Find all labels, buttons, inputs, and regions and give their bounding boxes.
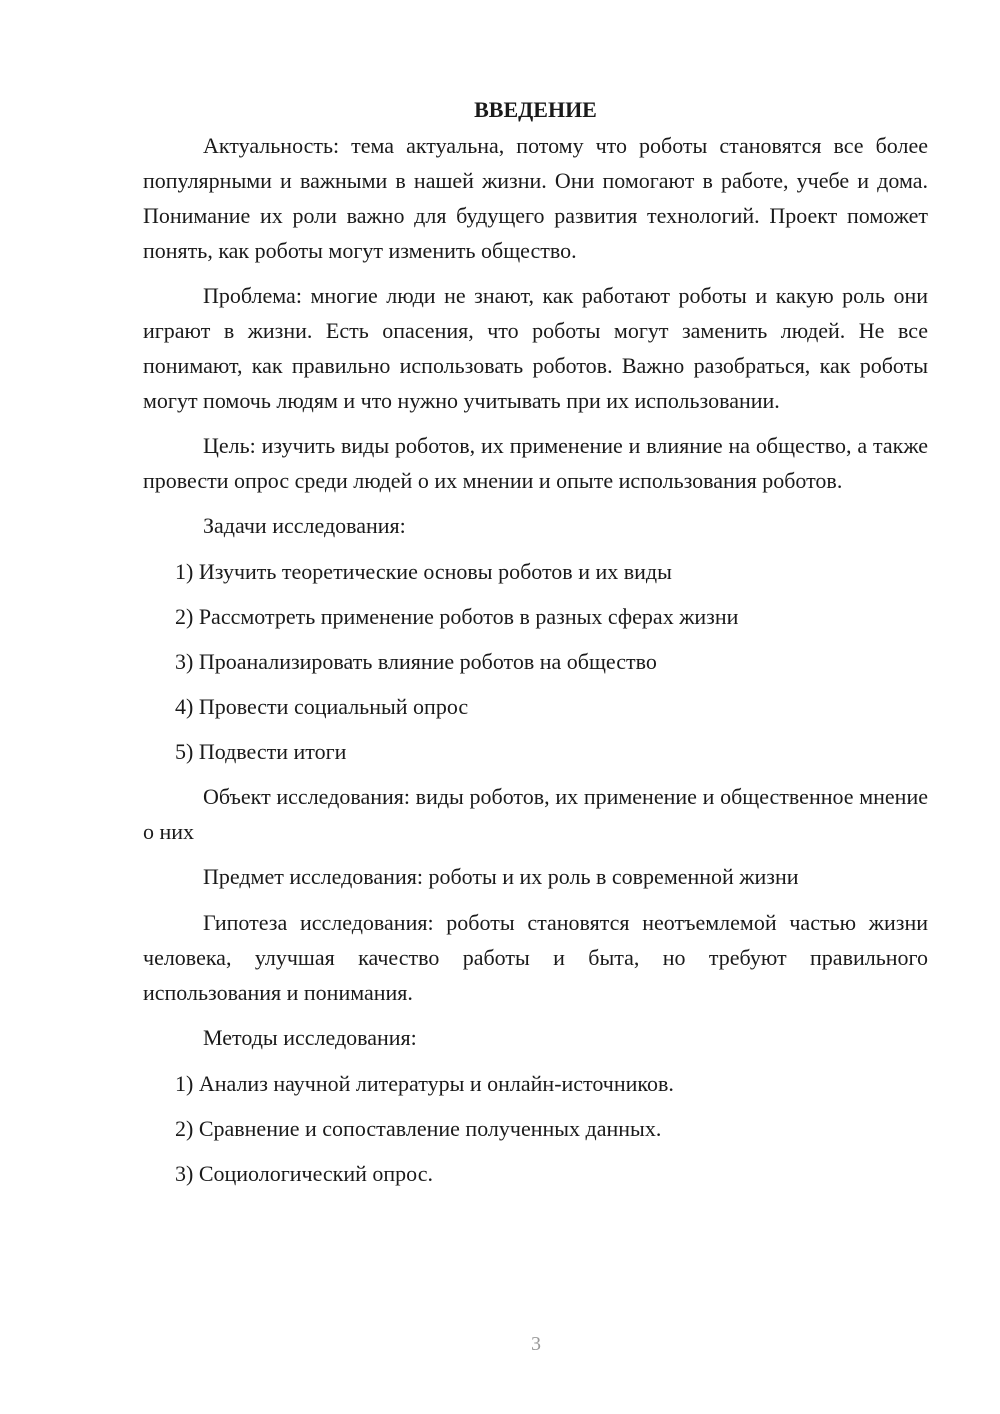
task-item: 2) Рассмотреть применение роботов в разных сферах жизни	[175, 604, 739, 629]
tasks-heading: Задачи исследования:	[203, 513, 406, 538]
method-item: 3) Социологический опрос.	[175, 1161, 433, 1186]
goal-paragraph: Цель: изучить виды роботов, их применение и влияние на общество, а также провести опрос среди людей о их мнении и опыте использования роботов.	[143, 433, 928, 493]
page-number: 3	[531, 1333, 541, 1355]
relevance-paragraph: Актуальность: тема актуальна, потому что роботы становятся все более популярными и важными в нашей жизни. Они помогают в работе, учебе и дома. Понимание их роли важно для будущего развития технологий. Проект поможет понять, как роботы могут изменить общество.	[143, 133, 928, 263]
task-item: 5) Подвести итоги	[175, 739, 347, 764]
method-item: 2) Сравнение и сопоставление полученных данных.	[175, 1116, 662, 1141]
task-item: 1) Изучить теоретические основы роботов и их виды	[175, 559, 672, 584]
subject-paragraph: Предмет исследования: роботы и их роль в современной жизни	[203, 864, 799, 889]
methods-heading: Методы исследования:	[203, 1025, 417, 1050]
task-item: 4) Провести социальный опрос	[175, 694, 469, 719]
object-paragraph: Объект исследования: виды роботов, их применение и общественное мнение о них	[143, 784, 928, 844]
method-item: 1) Анализ научной литературы и онлайн-источников.	[175, 1071, 674, 1096]
problem-paragraph: Проблема: многие люди не знают, как работают роботы и какую роль они играют в жизни. Есть опасения, что роботы могут заменить людей. Не все понимают, как правильно использовать роботов. Важно разобраться, как роботы могут помочь людям и что нужно учитывать при их использовании.	[143, 283, 928, 413]
document-page	[143, 92, 928, 1201]
page-title: ВВЕДЕНИЕ	[474, 97, 597, 122]
task-item: 3) Проанализировать влияние роботов на общество	[175, 649, 657, 674]
hypothesis-paragraph: Гипотеза исследования: роботы становятся неотъемлемой частью жизни человека, улучшая качество работы и быта, но требуют правильного использования и понимания.	[143, 910, 928, 1005]
